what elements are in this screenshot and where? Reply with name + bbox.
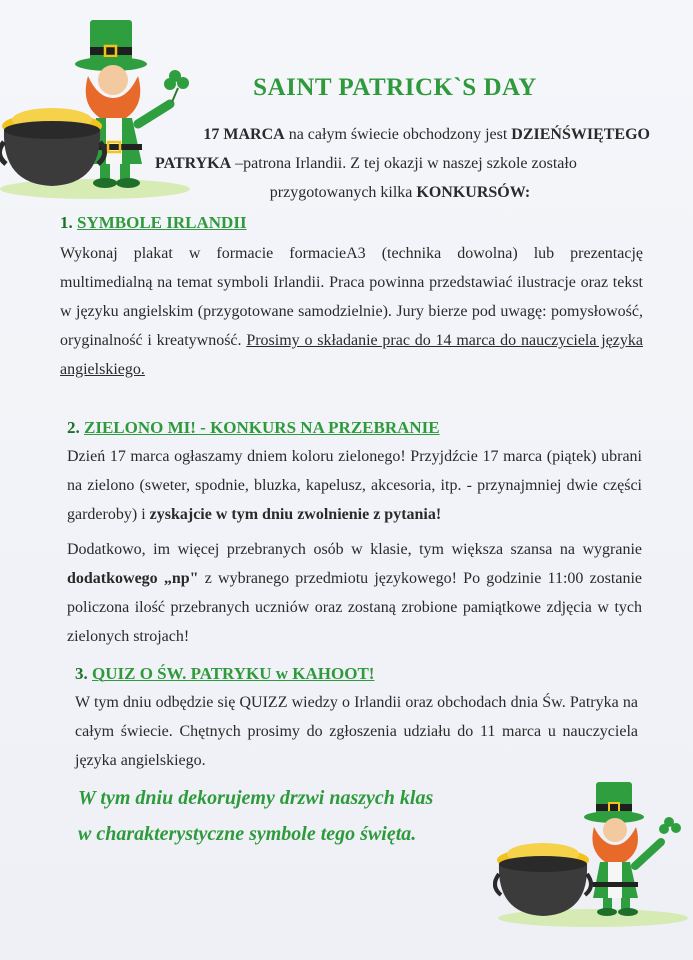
leprechaun-bottom-right-illustration bbox=[493, 778, 688, 928]
section2-p2-text-1: Dodatkowo, im więcej przebranych osób w klasie, tym większa szansa na wygranie bbox=[67, 541, 642, 558]
section3-title: QUIZ O ŚW. PATRYKU w KAHOOT! bbox=[92, 664, 375, 683]
intro-contests: KONKURSÓW: bbox=[416, 184, 531, 201]
section2-p2-text-2: z wybranego przedmiotu językowego! Po godzinie 11:00 zostanie policzona ilość przebranych uczniów oraz zostaną zrobione pamiątkowe zdjęcia w tych zielonych strojach! bbox=[67, 570, 642, 645]
closing-line-2: w charakterystyczne symbole tego święta. bbox=[78, 823, 417, 845]
intro-text-2: –patrona Irlandii. Z tej okazji w naszej szkole zostało bbox=[231, 155, 577, 172]
intro-text-1: na całym świecie obchodzony jest bbox=[284, 126, 512, 143]
section2-title: ZIELONO MI! - KONKURS NA PRZEBRANIE bbox=[84, 418, 440, 437]
section1-title: SYMBOLE IRLANDII bbox=[77, 213, 247, 232]
section2-heading bbox=[67, 418, 440, 438]
section3-number: 3. bbox=[75, 664, 88, 683]
section2-paragraph-2 bbox=[67, 535, 642, 651]
section1-number: 1. bbox=[60, 213, 73, 232]
section1-body: Wykonaj plakat w formacie formacieA3 (technika dowolna) lub prezentację multimedialną na temat symboli Irlandii. Praca powinna przedstawiać ilustracje oraz tekst w języku angielskim (przygotowane samodzielnie). Jury bierze pod uwagę: pomysłowość, oryginalność i kreatywność. bbox=[60, 245, 643, 349]
section1-heading bbox=[60, 213, 247, 233]
intro-paragraph bbox=[150, 120, 650, 207]
section3-text: W tym dniu odbędzie się QUIZZ wiedzy o Irlandii oraz obchodach dnia Św. Patryka na całym świecie. Chętnych prosimy do zgłoszenia udziału do 11 marca u nauczyciela języka angielskiego. bbox=[75, 694, 638, 769]
section1-deadline: Prosimy o składanie prac do 14 marca do nauczyciela języka angielskiego. bbox=[60, 332, 644, 378]
closing-line-1: W tym dniu dekorujemy drzwi naszych klas bbox=[78, 787, 434, 809]
section2-p2-bold: dodatkowego „np" bbox=[67, 570, 199, 587]
section2-number: 2. bbox=[67, 418, 80, 437]
section3-heading bbox=[75, 664, 374, 684]
page-title: SAINT PATRICK`S DAY bbox=[253, 74, 537, 101]
intro-text-3: przygotowanych kilka bbox=[269, 184, 417, 201]
section2-p1-text: Dzień 17 marca ogłaszamy dniem koloru zielonego! Przyjdźcie 17 marca (piątek) ubrani na zielono (sweter, spodnie, bluzka, kapelusz, akcesoria, itp. - przynajmniej dwie części garderoby) i bbox=[67, 448, 642, 523]
intro-date: 17 MARCA bbox=[203, 126, 285, 143]
intro-patron-name: PATRYKA bbox=[155, 155, 232, 172]
section2-paragraph-1 bbox=[67, 442, 642, 529]
section2-p1-bold: zyskajcie w tym dniu zwolnienie z pytania! bbox=[149, 506, 442, 523]
intro-day-name: DZIEŃŚWIĘTEGO bbox=[511, 126, 650, 143]
section1-text bbox=[60, 239, 643, 384]
